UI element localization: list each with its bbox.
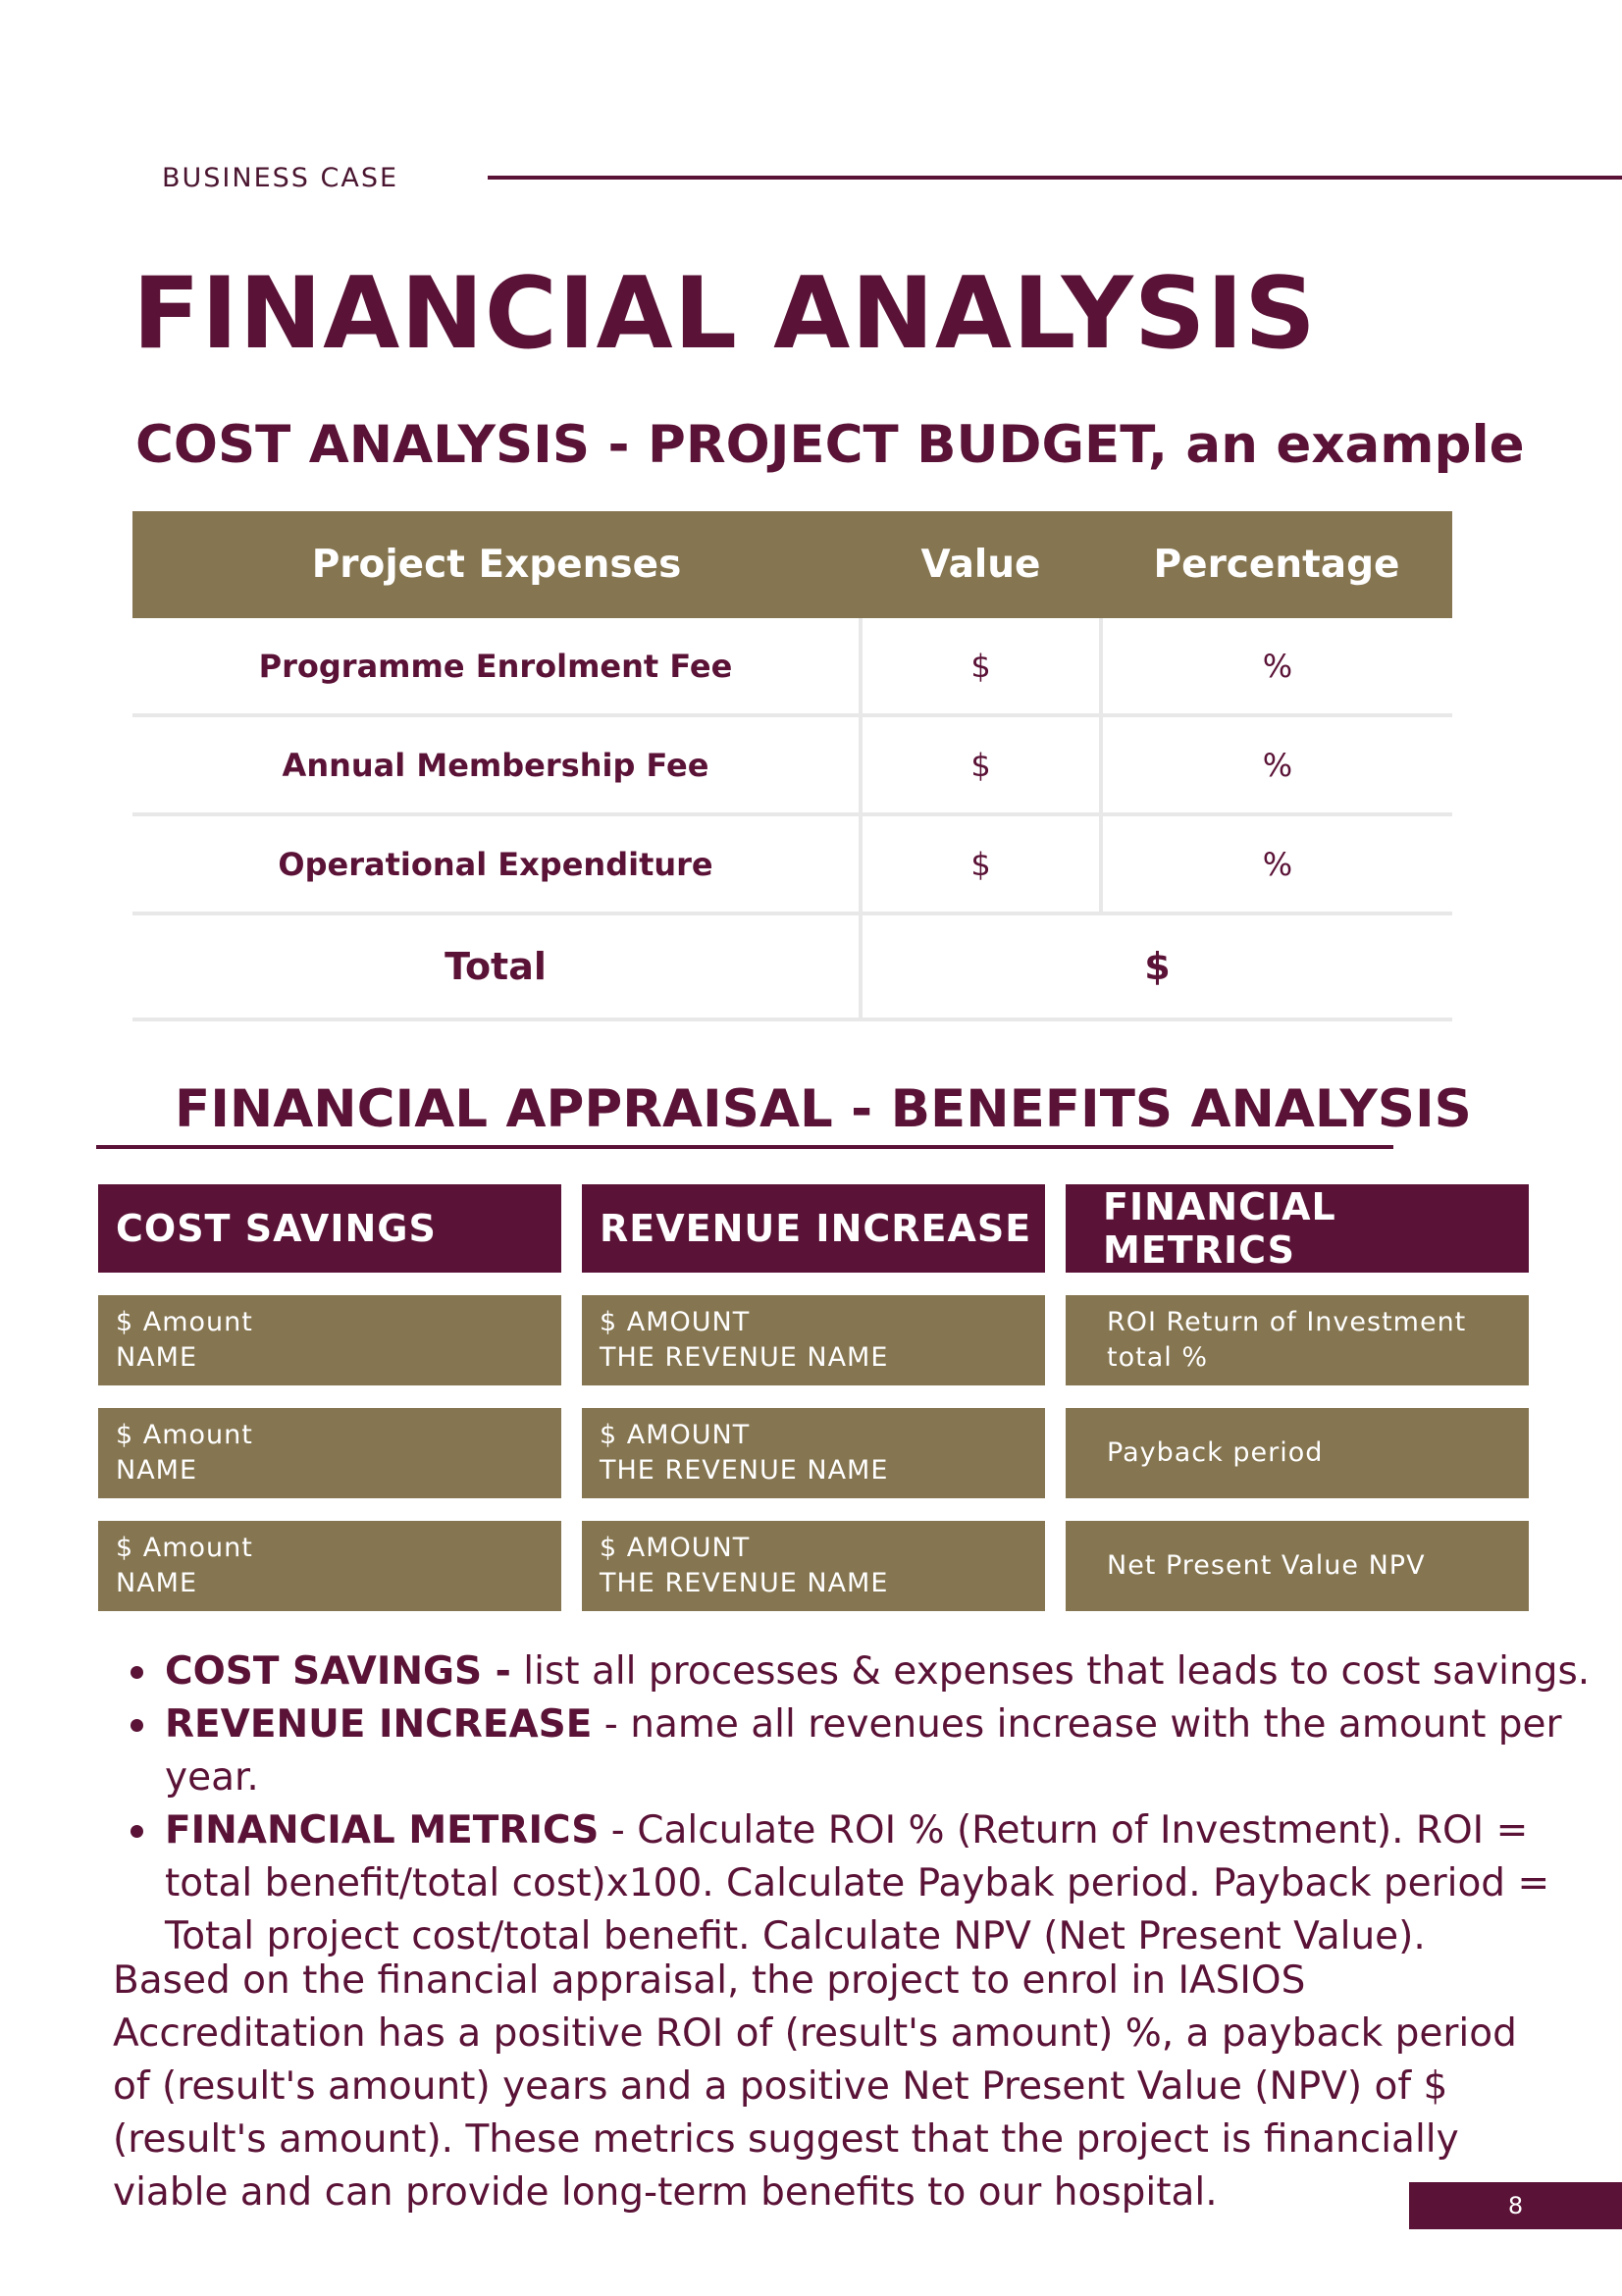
bullet-term: FINANCIAL METRICS <box>165 1808 600 1852</box>
cost-saving-item <box>98 1295 561 1385</box>
financial-metrics-column <box>1066 1184 1529 1611</box>
revenue-item <box>582 1295 1045 1385</box>
metric-sublabel: total % <box>1107 1342 1208 1373</box>
page-title: FINANCIAL ANALYSIS <box>132 255 1317 371</box>
item-amount: $ Amount <box>116 1532 253 1563</box>
expense-value: $ <box>861 715 1101 814</box>
list-item <box>165 1698 1607 1804</box>
item-name: NAME <box>116 1568 198 1598</box>
item-name: NAME <box>116 1342 198 1373</box>
table-row <box>132 618 1452 715</box>
cost-savings-column <box>98 1184 561 1611</box>
cost-saving-item <box>98 1408 561 1498</box>
item-name: NAME <box>116 1455 198 1486</box>
revenue-increase-heading: REVENUE INCREASE <box>582 1184 1045 1273</box>
list-item <box>165 1804 1607 1963</box>
expense-name: Programme Enrolment Fee <box>132 618 861 715</box>
metric-item <box>1066 1521 1529 1611</box>
table-row <box>132 814 1452 913</box>
item-name: THE REVENUE NAME <box>600 1455 889 1486</box>
header-label: BUSINESS CASE <box>162 163 399 193</box>
conclusion-paragraph: Based on the financial appraisal, the project to enrol in IASIOS Accreditation has a positive ROI of (result's amount) %, a payback period of (result's amount) years and a positive Net Present Value (NPV) of $ (result's amount). These metrics suggest that the project is financially viable and can provide long-term benefits to our hospital. <box>113 1958 1517 2215</box>
instructions-list <box>128 1645 1607 1963</box>
item-name: THE REVENUE NAME <box>600 1342 889 1373</box>
expense-percentage: % <box>1101 715 1452 814</box>
header-percentage: Percentage <box>1101 511 1452 618</box>
list-item <box>165 1645 1607 1698</box>
benefits-section-title: FINANCIAL APPRAISAL - BENEFITS ANALYSIS <box>175 1079 1472 1139</box>
table-row <box>132 715 1452 814</box>
revenue-item <box>582 1521 1045 1611</box>
header-project-expenses: Project Expenses <box>132 511 861 618</box>
item-amount: $ AMOUNT <box>600 1419 751 1450</box>
item-amount: $ AMOUNT <box>600 1532 751 1563</box>
item-name: THE REVENUE NAME <box>600 1568 889 1598</box>
expense-name: Operational Expenditure <box>132 814 861 913</box>
expense-percentage: % <box>1101 814 1452 913</box>
revenue-increase-column <box>582 1184 1045 1611</box>
revenue-item <box>582 1408 1045 1498</box>
bullet-term: COST SAVINGS - <box>165 1649 511 1694</box>
item-amount: $ Amount <box>116 1306 253 1337</box>
page-number: 8 <box>1409 2182 1622 2229</box>
metric-label: Net Present Value NPV <box>1107 1549 1426 1581</box>
item-amount: $ Amount <box>116 1419 253 1450</box>
metric-label: Payback period <box>1107 1436 1324 1468</box>
total-row <box>132 913 1452 1019</box>
page-subtitle: COST ANALYSIS - PROJECT BUDGET, an example <box>135 415 1525 475</box>
header-rule <box>488 176 1622 180</box>
bullet-text: list all processes & expenses that leads to cost savings. <box>510 1649 1591 1694</box>
metric-item <box>1066 1295 1529 1385</box>
metric-item <box>1066 1408 1529 1498</box>
financial-metrics-heading: FINANCIAL METRICS <box>1066 1184 1529 1273</box>
budget-table-header <box>132 511 1452 618</box>
header-value: Value <box>861 511 1101 618</box>
cost-saving-item <box>98 1521 561 1611</box>
bullet-text: - name all revenues increase with the amount per year. <box>165 1702 1562 1800</box>
item-amount: $ AMOUNT <box>600 1306 751 1337</box>
bullet-term: REVENUE INCREASE <box>165 1702 593 1747</box>
bullet-text: - Calculate ROI % (Return of Investment). ROI = total benefit/total cost)x100. Calculate Paybak period. Payback period = Total project cost/total benefit. Calculate NPV (Net Present Value). <box>165 1808 1550 1958</box>
expense-value: $ <box>861 814 1101 913</box>
expense-name: Annual Membership Fee <box>132 715 861 814</box>
total-value: $ <box>861 913 1452 1019</box>
expense-percentage: % <box>1101 618 1452 715</box>
total-label: Total <box>132 913 861 1019</box>
expense-value: $ <box>861 618 1101 715</box>
cost-savings-heading: COST SAVINGS <box>98 1184 561 1273</box>
budget-table <box>132 511 1452 1021</box>
section-rule <box>96 1145 1393 1149</box>
metric-label: ROI Return of Investment <box>1107 1306 1467 1337</box>
